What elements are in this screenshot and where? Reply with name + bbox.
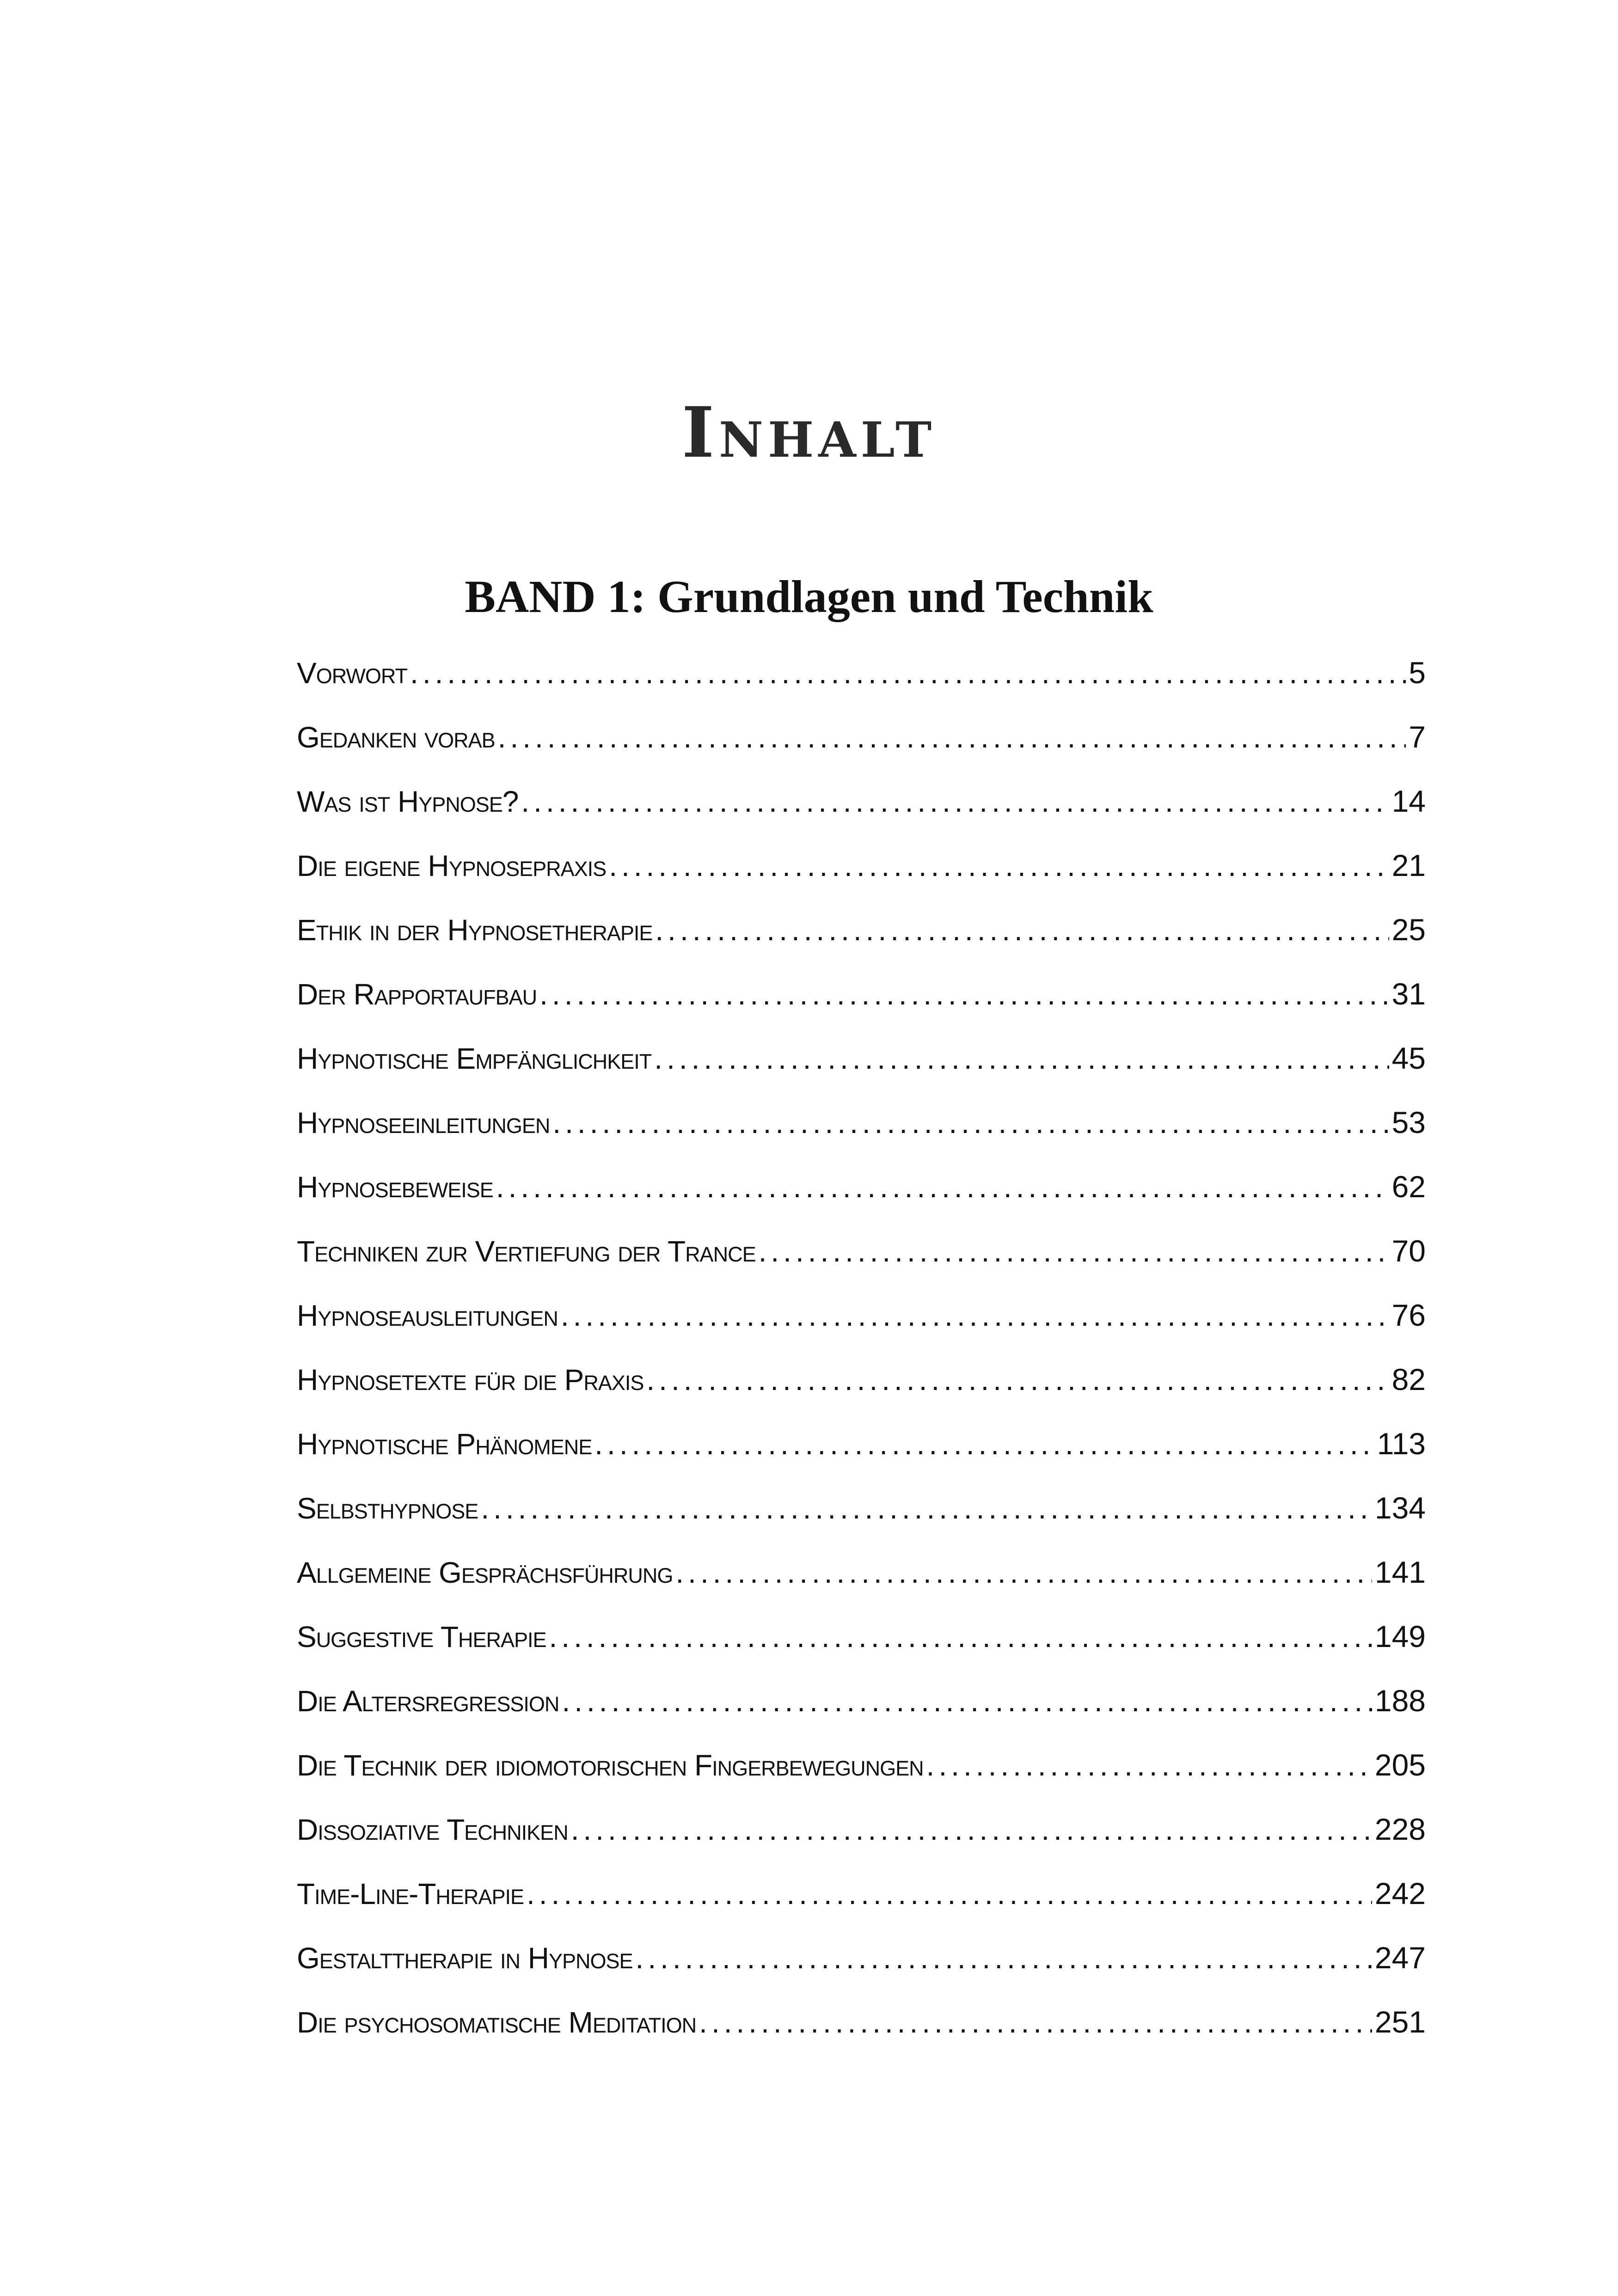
toc-entry[interactable] bbox=[297, 714, 1426, 778]
toc-entry-page: 113 bbox=[1377, 1427, 1426, 1461]
leader-dots bbox=[636, 1935, 1372, 1981]
toc-entry-page: 82 bbox=[1391, 1362, 1426, 1396]
leader-dots bbox=[654, 1035, 1389, 1082]
toc-entry-title: Suggestive Therapie bbox=[297, 1620, 546, 1653]
toc-entry-page: 31 bbox=[1391, 977, 1426, 1011]
leader-dots bbox=[539, 971, 1389, 1017]
toc-entry-page: 134 bbox=[1374, 1491, 1426, 1525]
toc-entry-title: Die psychosomatische Meditation bbox=[297, 2006, 697, 2039]
toc-entry-page: 53 bbox=[1391, 1105, 1426, 1139]
toc-entry[interactable] bbox=[297, 1613, 1426, 1678]
toc-entry-title: Techniken zur Vertiefung der Trance bbox=[297, 1235, 756, 1268]
toc-entry-title: Selbsthypnose bbox=[297, 1492, 478, 1525]
toc-entry-page: 188 bbox=[1374, 1684, 1426, 1718]
toc-entry[interactable] bbox=[297, 842, 1426, 906]
leader-dots bbox=[655, 907, 1389, 953]
leader-dots bbox=[759, 1228, 1389, 1274]
toc-entry-title: Hypnoseeinleitungen bbox=[297, 1106, 550, 1139]
toc-entry-page: 228 bbox=[1374, 1812, 1426, 1846]
toc-entry[interactable] bbox=[297, 1099, 1426, 1163]
leader-dots bbox=[646, 1357, 1389, 1403]
toc-entry-page: 62 bbox=[1391, 1169, 1426, 1204]
toc-entry[interactable] bbox=[297, 1999, 1426, 2063]
toc-entry-title: Die Technik der idiomotorischen Fingerbewegungen bbox=[297, 1749, 924, 1782]
toc-entry-page: 14 bbox=[1391, 784, 1426, 818]
toc-entry-title: Hypnotische Phänomene bbox=[297, 1427, 592, 1461]
leader-dots bbox=[561, 1292, 1389, 1339]
leader-dots bbox=[527, 1871, 1372, 1917]
toc-entry-title: Hypnotische Empfänglichkeit bbox=[297, 1042, 652, 1075]
toc-entry-page: 149 bbox=[1374, 1619, 1426, 1653]
toc-entry[interactable] bbox=[297, 1549, 1426, 1613]
leader-dots bbox=[498, 714, 1406, 760]
leader-dots bbox=[562, 1678, 1372, 1724]
leader-dots bbox=[571, 1806, 1372, 1853]
toc-entry-page: 251 bbox=[1374, 2005, 1426, 2039]
toc-entry[interactable] bbox=[297, 649, 1426, 714]
toc-entry-page: 21 bbox=[1391, 848, 1426, 882]
toc-entry-title: Die Altersregression bbox=[297, 1684, 559, 1718]
toc-entry-title: Allgemeine Gesprächsführung bbox=[297, 1556, 673, 1589]
toc-entry-page: 205 bbox=[1374, 1748, 1426, 1782]
toc-entry[interactable] bbox=[297, 1228, 1426, 1292]
volume-heading: BAND 1: Grundlagen und Technik bbox=[465, 571, 1153, 622]
leader-dots bbox=[609, 843, 1389, 889]
toc-entry-title: Gestalttherapie in Hypnose bbox=[297, 1941, 633, 1975]
toc-entry[interactable] bbox=[297, 1742, 1426, 1806]
leader-dots bbox=[549, 1614, 1372, 1660]
toc-entry-title: Die eigene Hypnosepraxis bbox=[297, 849, 607, 882]
table-of-contents bbox=[297, 649, 1426, 2063]
toc-entry[interactable] bbox=[297, 1356, 1426, 1420]
toc-entry[interactable] bbox=[297, 971, 1426, 1035]
toc-entry-page: 70 bbox=[1391, 1234, 1426, 1268]
toc-entry[interactable] bbox=[297, 1806, 1426, 1870]
page-title: Inhalt bbox=[681, 392, 937, 473]
toc-entry-title: Time-Line-Therapie bbox=[297, 1877, 524, 1910]
toc-entry-title: Ethik in der Hypnosetherapie bbox=[297, 913, 653, 947]
toc-entry[interactable] bbox=[297, 1163, 1426, 1228]
toc-entry-title: Was ist Hypnose? bbox=[297, 785, 519, 818]
toc-entry-page: 25 bbox=[1391, 912, 1426, 947]
toc-entry[interactable] bbox=[297, 1935, 1426, 1999]
toc-entry-title: Hypnosetexte für die Praxis bbox=[297, 1363, 644, 1396]
leader-dots bbox=[594, 1421, 1374, 1467]
toc-entry-page: 45 bbox=[1391, 1041, 1426, 1075]
toc-entry[interactable] bbox=[297, 1420, 1426, 1485]
toc-entry[interactable] bbox=[297, 1678, 1426, 1742]
leader-dots bbox=[521, 778, 1389, 825]
toc-entry[interactable] bbox=[297, 778, 1426, 842]
toc-entry-page: 76 bbox=[1391, 1298, 1426, 1332]
leader-dots bbox=[496, 1164, 1389, 1210]
toc-entry-page: 141 bbox=[1374, 1555, 1426, 1589]
toc-entry[interactable] bbox=[297, 1035, 1426, 1099]
leader-dots bbox=[926, 1742, 1372, 1788]
leader-dots bbox=[675, 1549, 1372, 1596]
toc-entry-title: Der Rapportaufbau bbox=[297, 978, 537, 1011]
toc-entry-title: Hypnosebeweise bbox=[297, 1170, 493, 1204]
toc-entry-title: Hypnoseausleitungen bbox=[297, 1299, 558, 1332]
leader-dots bbox=[410, 650, 1406, 696]
toc-entry-page: 7 bbox=[1409, 720, 1426, 754]
toc-entry-title: Gedanken vorab bbox=[297, 721, 495, 754]
toc-entry-title: Vorwort bbox=[297, 656, 408, 690]
toc-entry[interactable] bbox=[297, 1870, 1426, 1935]
toc-entry-page: 247 bbox=[1374, 1941, 1426, 1975]
toc-entry-page: 5 bbox=[1409, 655, 1426, 690]
leader-dots bbox=[552, 1100, 1389, 1146]
toc-entry[interactable] bbox=[297, 1485, 1426, 1549]
leader-dots bbox=[481, 1485, 1372, 1531]
leader-dots bbox=[699, 1999, 1372, 2045]
toc-entry[interactable] bbox=[297, 906, 1426, 971]
toc-entry-page: 242 bbox=[1374, 1876, 1426, 1910]
toc-entry-title: Dissoziative Techniken bbox=[297, 1813, 568, 1846]
toc-entry[interactable] bbox=[297, 1292, 1426, 1356]
